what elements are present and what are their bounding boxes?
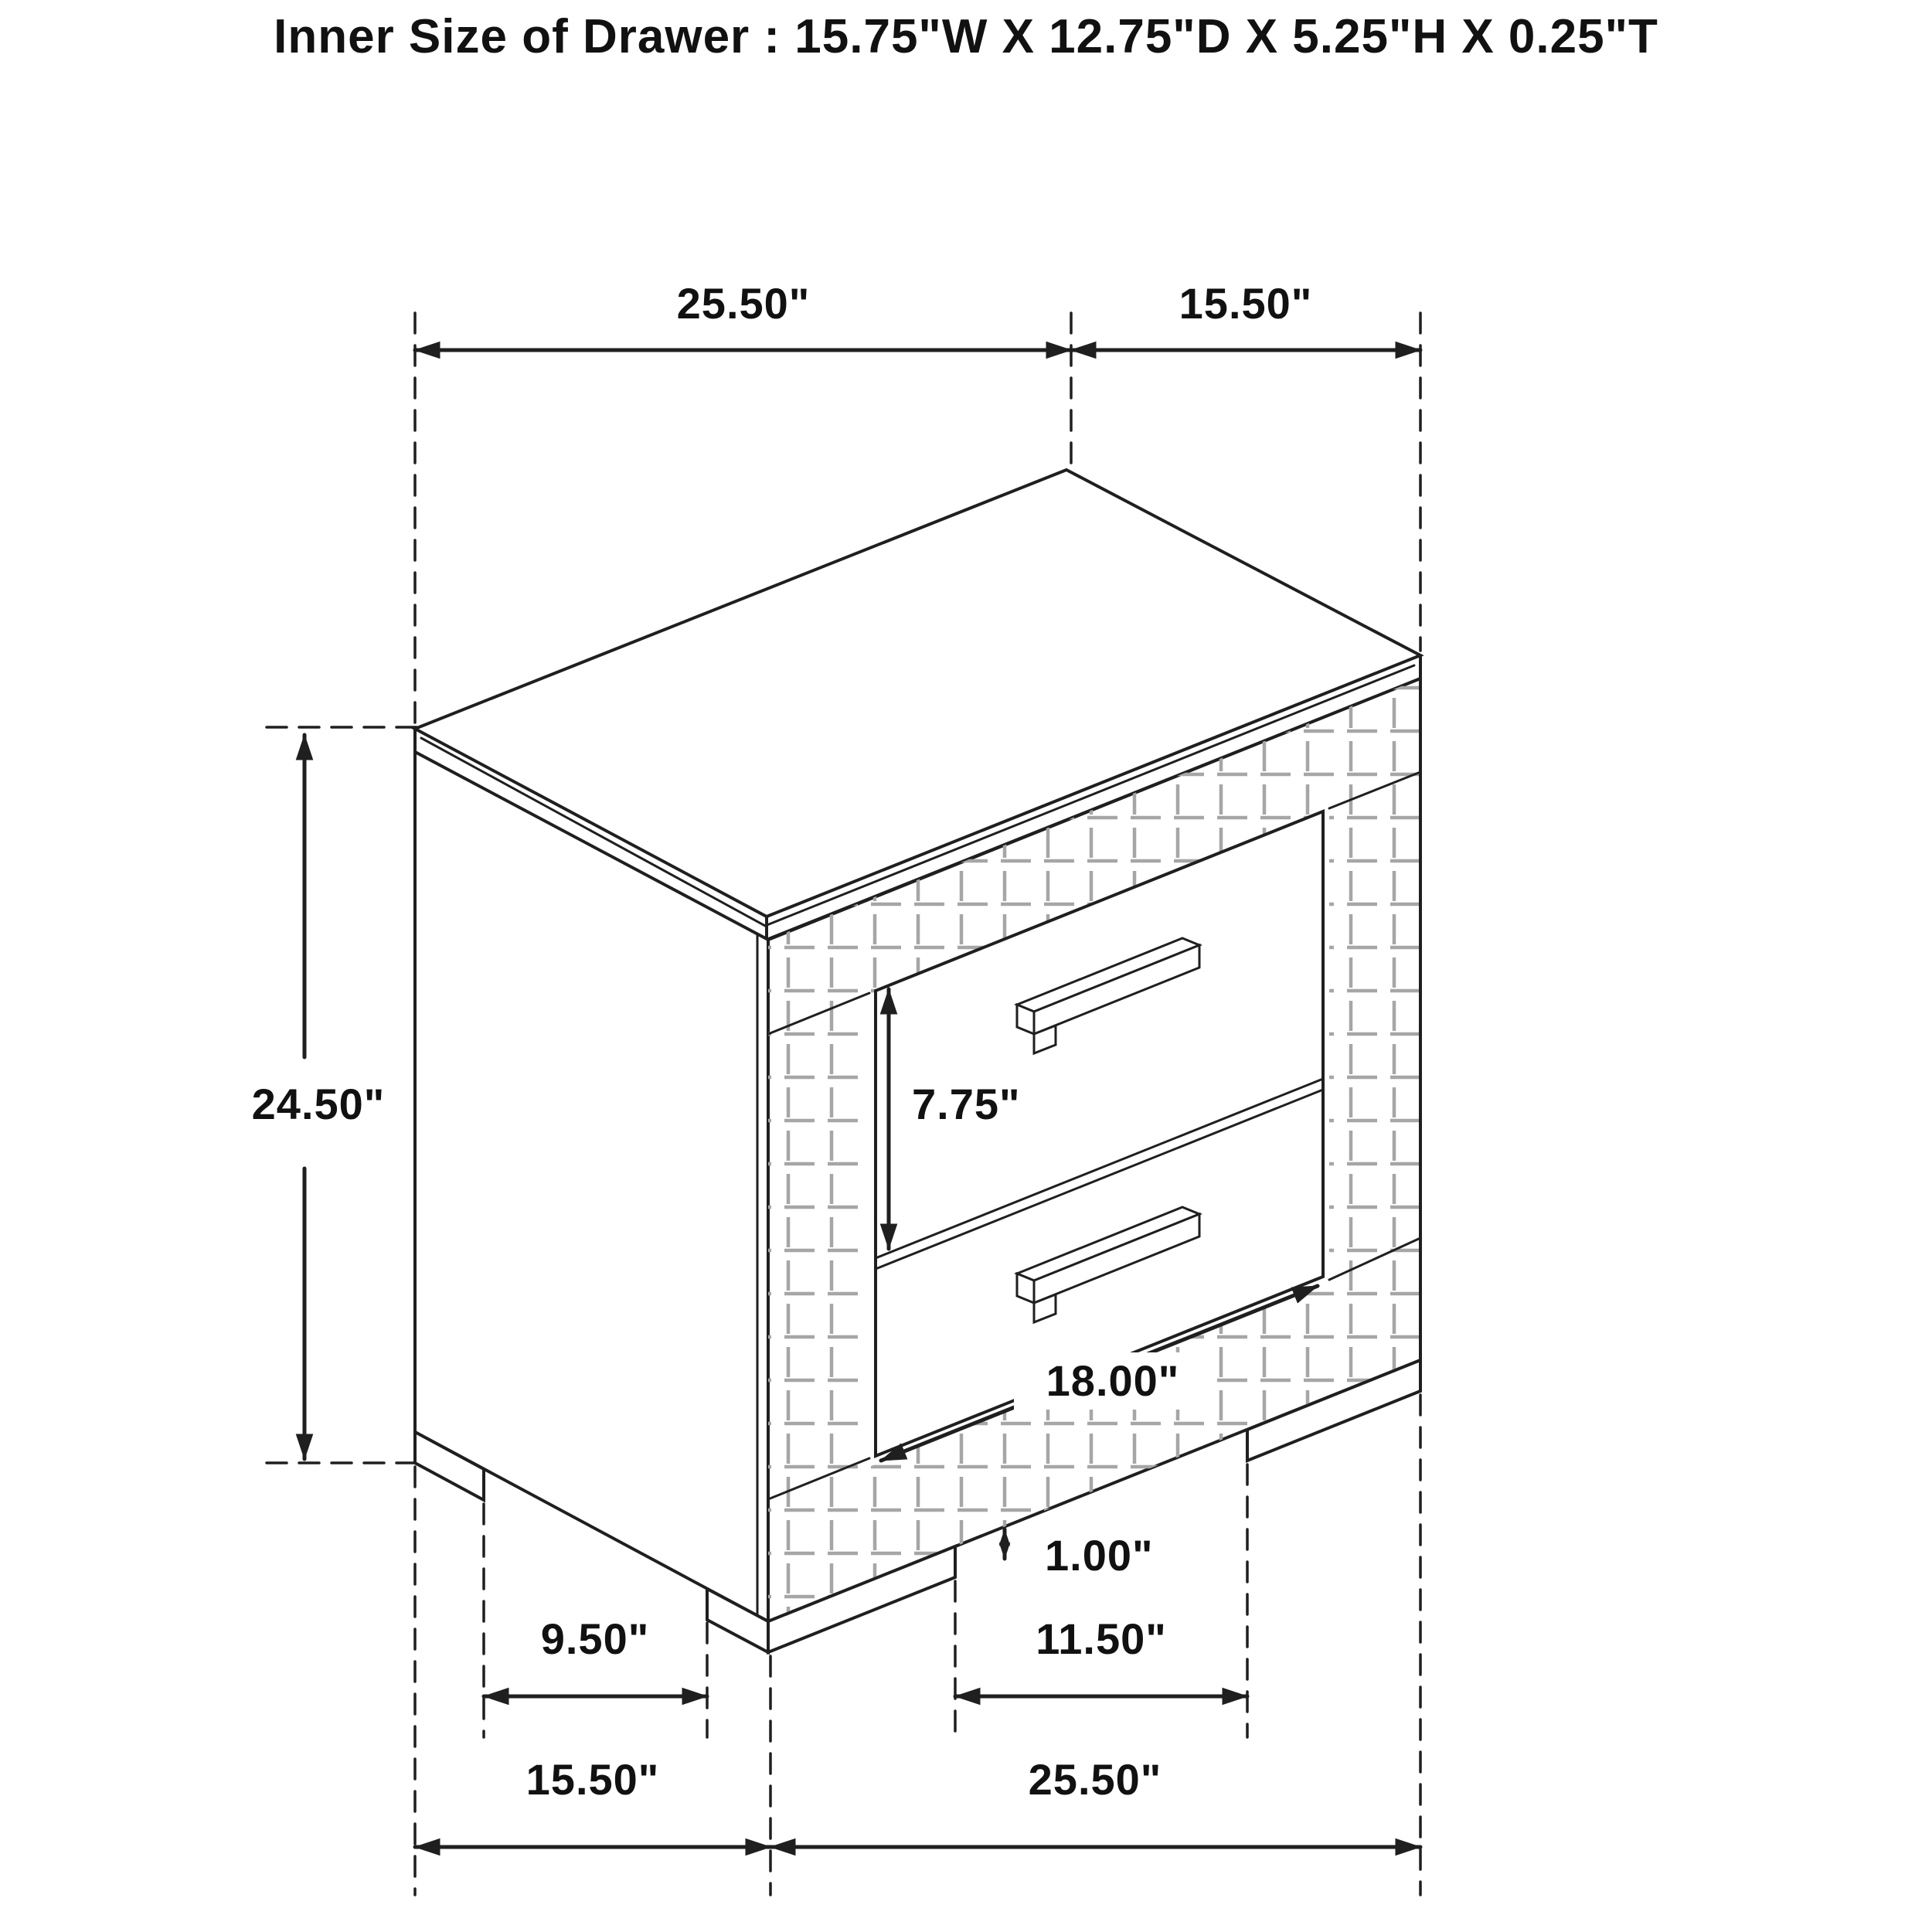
label-top-width: 25.50" bbox=[676, 279, 811, 328]
label-overall-height: 24.50" bbox=[251, 1080, 386, 1128]
nightstand-drawing bbox=[415, 470, 1420, 1652]
label-bottom-width: 25.50" bbox=[1028, 1755, 1162, 1804]
label-front-feet-gap: 11.50" bbox=[1036, 1614, 1167, 1663]
page-title: Inner Size of Drawer : 15.75"W X 12.75"D X 5.25"H X 0.25"T bbox=[274, 10, 1658, 63]
label-side-feet-gap: 9.50" bbox=[540, 1614, 650, 1663]
label-drawer-front-height: 7.75" bbox=[912, 1080, 1021, 1128]
label-bottom-depth: 15.50" bbox=[526, 1755, 660, 1804]
label-top-depth: 15.50" bbox=[1179, 279, 1313, 328]
diagram-linework bbox=[267, 313, 1420, 1895]
label-foot-height: 1.00" bbox=[1045, 1531, 1154, 1580]
label-drawer-inner-width: 18.00" bbox=[1046, 1356, 1180, 1405]
